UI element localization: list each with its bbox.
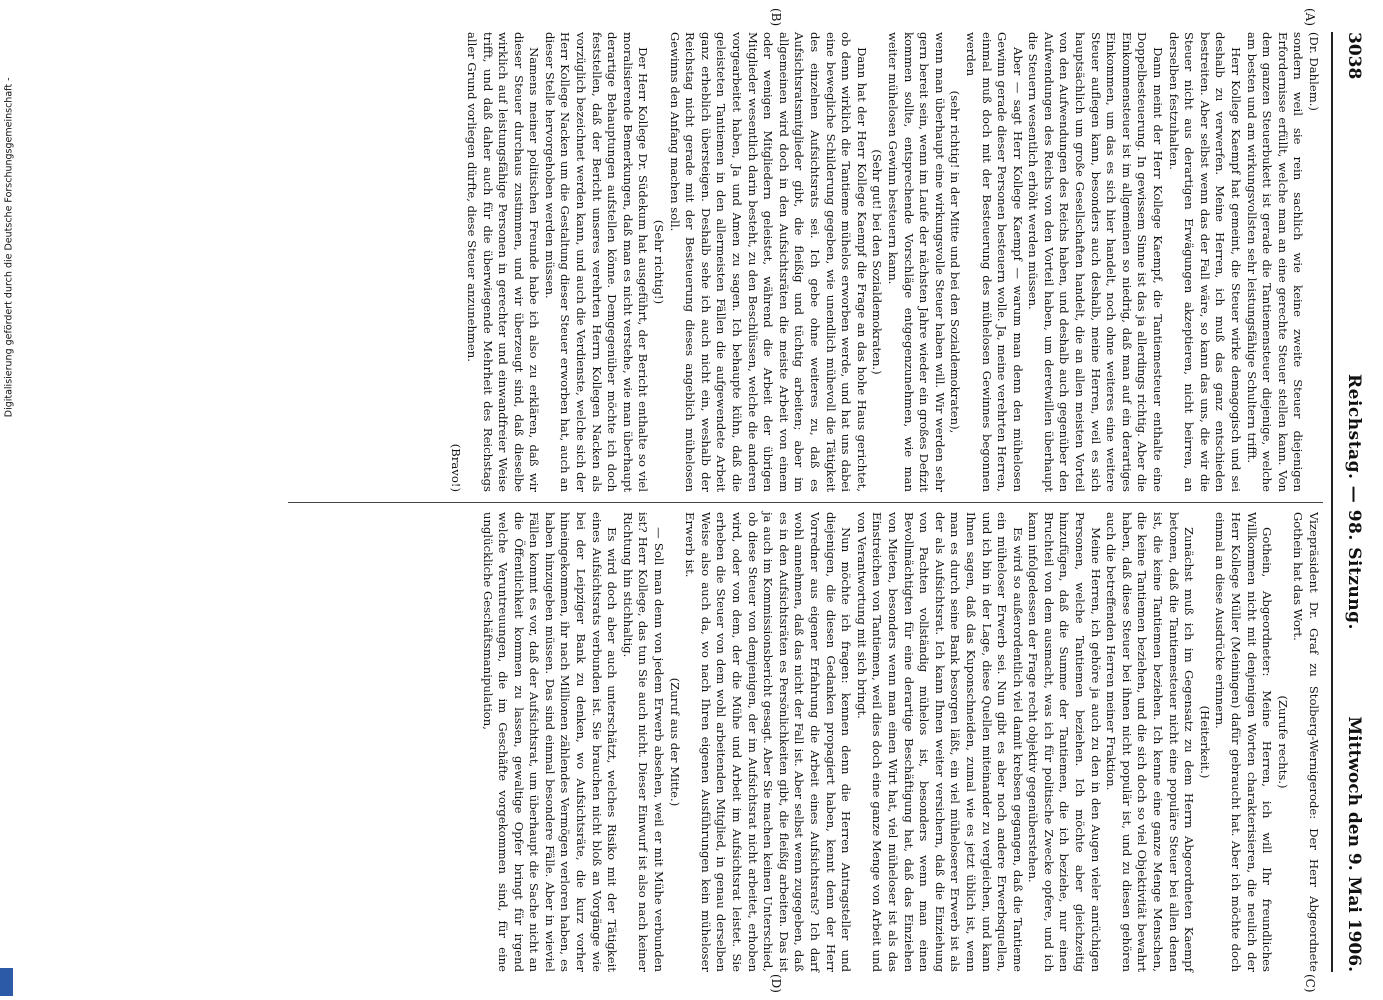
paragraph: sondern weil sie rein sachlich wie keine zweite Steuer diejenigen Erfordernisse erfüllt, welche man an eine gerechte Steuer stellen kann. Von dem ganzen Steuerbukett ist gerade die Tantiemensteuer diejenige, welche am besten und am wirkungsvollsten sehr leistungsfähige Schultern trifft.	[1244, 32, 1306, 492]
paragraph: Herr Kollege Kaempf hat gemeint, die Steuer wirke demagogisch und sei deshalb zu verwerfen. Meine Herren, ich muß das ganz entschieden bestreiten. Aber selbst wenn das der Fall wäre, so kann das uns, die wir die Steuer nicht aus derartigen Erwägungen akzeptieren, nicht beirren, an derselben festzuhalten.	[1166, 32, 1244, 492]
paragraph: Namens meiner politischen Freunde habe ich also zu erklären, daß wir dieser Steuer durchaus zustimmen, und wir überzeugt sind, daß dieselbe wirklich auf leistungsfähige Personen in gerechter und einwandfreier Weise trifft, und daß daher auch für die überwiegende Mehrheit des Reichstags aller Grund vorliegen dürfte, diese Steuer anzunehmen.	[464, 32, 542, 492]
paragraph: Dann hat der Herr Kollege Kaempf die Frage an das hohe Haus gerichtet, ob denn wirklich die Tantieme mühelos erworben werde, und hat uns dabei eine bewegliche Schilderung gegeben, wie unendlich mühevoll die Tätigkeit des einzelnen Aufsichtsrats sei. Ich gebe ohne weiteres zu, daß es Aufsichtsratsmitglieder gibt, die fleißig und tüchtig arbeiten; aber im allgemeinen wird doch in den Aufsichtsräten die meiste Arbeit von einem oder wenigen Mitgliedern geleistet, während die Arbeit der übrigen Mitglieder wesentlich darin besteht, zu den Beschlüssen, welche die anderen vorgearbeitet haben, Ja und Amen zu sagen. Ich behaupte kühn, daß die geleisteten Tantiemen in den allermeisten Fällen die aufgewendete Arbeit ganz erheblich übersteigen. Deshalb sehe ich auch nicht ein, weshalb der Reichstag nicht gerade mit der Besteuerung dieses angeblich mühelosen Gewinns den Anfang machen soll.	[667, 32, 869, 492]
margin-marker-a: (A)	[1303, 8, 1317, 27]
margin-marker-c: (C)	[1303, 974, 1317, 993]
header-date: Mittwoch den 9. Mai 1906.	[1344, 716, 1364, 972]
paragraph: Meine Herren, ich gehöre ja auch zu den in den Augen vieler anrüchigen Personen, welche Tantiemen beziehen. Ich möchte aber gleichzeitig hinzufügen, daß die Summe der Tantiemen, die ich beziehe, nur einen Bruchteil von dem ausmacht, was ich für politische Zwecke opfere, und ich kann infolgedessen der Frage recht objektiv gegenüberstehen.	[1026, 512, 1103, 972]
paragraph: (sehr richtig! in der Mitte und bei den Sozialdemokraten),	[948, 90, 963, 434]
paragraph: Es wird doch aber auch unterschätzt, welches Risiko mit der Tätigkeit eines Aufsichtsrats verbunden ist. Sie brauchen nicht bloß an Vorgänge wie bei der Leipziger Bank zu denken, wo Aufsichtsräte, die kurz vorher hineingekommen, ihr nach Millionen zählendes Vermögen verloren haben, es haben hinzugeben müssen. Das sind einmal besondere Fälle. Aber in wieviel Fällen kommt es vor, daß der Aufsichtsrat, um überhaupt die Sache nicht an die Öffentlichkeit kommen zu lassen, gewaltige Opfer bringt für irgend welche Veruntreuungen, die im Geschäfte vorgekommen sind, für eine unglückliche Geschäftsmanipulation,	[480, 512, 620, 972]
paragraph: Zunächst muß ich im Gegensatz zu dem Herrn Abgeordneten Kaempf betonen, daß die Tantiemesteuer nicht eine populäre Steuer bei allen denen ist, die keine Tantiemen beziehen. Ich kenne eine ganze Menge Menschen, die keine Tantiemen beziehen, und die sich doch so viel Objektivität bewahrt haben, daß diese Steuer bei ihnen nicht populär ist, und zu diesen gehören auch die betreffenden Herren meiner Fraktion.	[1104, 512, 1197, 972]
page-header	[1334, 32, 1368, 972]
margin-marker-d: (D)	[769, 974, 783, 993]
paragraph: Gothein, Abgeordneter: Meine Herren, ich will Ihr freundliches Willkommen nicht mit denjenigen Worten charakterisieren, die neulich der Herr Kollege Müller (Meiningen) dafür gebraucht hat. Aber ich möchte doch einmal an diese Ausdrücke erinnern.	[1213, 512, 1275, 972]
paragraph: Aber — sagt Herr Kollege Kaempf — warum man denn den mühelosen Gewinn gerade dieser Personen besteuern wolle. Ja, meine verehrten Herren, einmal muß doch mit der Besteuerung des mühelosen Gewinnes begonnen werden	[963, 32, 1025, 492]
paragraph: — Soll man denn von jedem Erwerb absehen, weil er mit Mühe verbunden ist? Herr Kollege, das tun Sie auch nicht. Dieser Einwurf ist also nach keiner Richtung hin stichhaltig.	[620, 512, 667, 972]
paragraph: Es wird so außerordentlich viel damit krebsen gegangen, daß die Tantieme ein müheloser Erwerb sei. Nun gibt es aber noch andere Erwerbsquellen, und ich bin in der Lage, diese Quellen miteinander zu vergleichen, und kann Ihnen sagen, daß das Kuponschneiden, zumal wie es jetzt üblich ist, wenn man es durch seine Bank besorgen läßt, ein viel müheloserer Erwerb ist als der als Aufsichtsrat. Ich kann Ihnen weiter versichern, daß die Einziehung von Pachten vollständig mühelos ist, besonders wenn man einen Bevollmächtigten für eine derartige Beschäftigung hat, daß das Einziehen von Mieten, besonders wenn man einen Wirt hat, viel müheloser ist als das Einstreichen von Tantiemen, weil dies doch eine ganze Menge von Arbeit und von Verantwortung mit sich bringt.	[854, 512, 1025, 972]
paragraph: (Heiterkeit.)	[1197, 705, 1212, 779]
paragraph: wenn man überhaupt eine wirkungsvolle Steuer haben will. Wir werden sehr gern bereit sein, wenn im Laufe der nächsten Jahre wieder ein großes Defizit kommen sollte, entsprechende Vorschläge entgegenzunehmen, wie man weiter mühelosen Gewinn besteuern kann.	[885, 32, 947, 492]
dfg-logo	[0, 968, 13, 996]
digitization-footer	[1, 77, 15, 1000]
paragraph: Vizepräsident Dr. Graf zu Stolberg-Wernigerode: Der Herr Abgeordnete Gothein hat das Wort.	[1291, 512, 1321, 972]
paragraph: Der Herr Kollege Dr. Südekum hat ausgeführt, der Bericht enthalte so viel moralisierende Bemerkungen, daß man es nicht verstehe, wie man überhaupt derartige Behauptungen aufstellen könne. Demgegenüber möchte ich doch feststellen, daß der Bericht unseres verehrten Herrn Kollegen Nacken als vorzüglich bezeichnet werden kann, und auch die Verdienste, welche sich der Herr Kollege Nacken um die Gestaltung dieser Steuer erworben hat, auch an dieser Stelle hervorgehoben werden müssen.	[542, 32, 651, 492]
header-rule	[1331, 32, 1333, 972]
paragraph: (Sehr gut! bei den Sozialdemokraten.)	[870, 149, 885, 375]
paragraph: Dann meint der Herr Kollege Kaempf, die Tantiemesteuer enthalte eine Doppelbesteuerung. In gewissem Sinne ist das ja allerdings richtig. Aber die Einkommensteuer ist im allgemeinen so niedrig, daß man auf ein derartiges Einkommen, um das es sich hier handelt, noch ohne weiteres eine weitere Steuer auflegen kann, besonders auch deshalb, meine Herren, weil es sich hauptsächlich um große Gesellschaften handelt, die an allen meisten Vorteil von den Aufwendungen des Reichs haben, und deshalb auch gegenüber den Aufwendungen des Reichs von den Vorteil haben, um deretwillen überhaupt die Steuern wesentlich erhöht werden müssen.	[1026, 32, 1166, 492]
paragraph: (Zurufe rechts.)	[1275, 695, 1290, 789]
header-title: Reichstag. — 98. Sitzung.	[1344, 374, 1364, 630]
paragraph: (Dr. Dahlem.)	[1307, 32, 1321, 111]
margin-marker-b: (B)	[769, 8, 783, 27]
left-column	[448, 32, 1321, 492]
paragraph: Nun möchte ich fragen: kennen denn die Herren Antragsteller und diejenigen, die diesen Gedanken propagiert haben, kennt denn der Herr Vorredner aus eigener Erfahrung die Arbeit eines Aufsichtsrats? Ich darf wohl annehmen, daß das nicht der Fall ist. Aber selbst wenn zugegeben, daß es in den Aufsichtsräten es Persönlichkeiten gibt, die fleißig arbeiten. Das ist ja auch im Kommissionsbericht gesagt. Aber Sie machen keinen Unterschied, ob diese Steuer von demjenigen, der im Aufsichtsrat nicht arbeitet, erhoben wird, oder von dem, der die Mühe und Arbeit im Aufsichtsrat leistet. Sie erheben die Steuer von dem wohl arbeitenden Mitglied, in genau derselben Weise also auch da, wo nach Ihren eigenen Ausführungen kein müheloser Erwerb ist.	[683, 512, 854, 972]
column-divider	[288, 502, 1323, 503]
footer-text: Digitalisierung gefördert durch die Deutsche Forschungsgemeinschaft -	[3, 77, 15, 418]
paragraph: (Sehr richtig!)	[652, 219, 667, 305]
paragraph: (Bravo!)	[449, 443, 464, 492]
paragraph: (Zuruf aus der Mitte.)	[667, 677, 682, 807]
right-column	[479, 512, 1321, 972]
page-number: 3038	[1344, 32, 1364, 80]
